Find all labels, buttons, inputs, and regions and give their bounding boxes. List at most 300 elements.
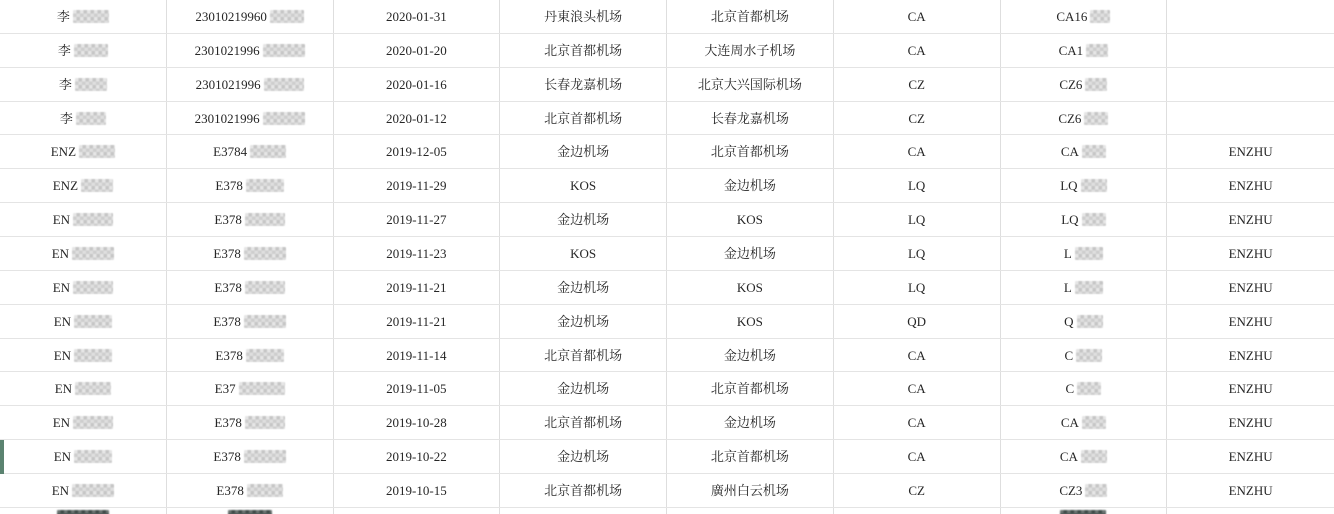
airline-code: CA	[907, 449, 926, 465]
passenger-name-prefix: EN	[53, 347, 72, 363]
holder-name: ENZHU	[1228, 245, 1273, 261]
departure-airport: 北京首都机场	[544, 482, 623, 498]
cell-flight-number[interactable]	[1001, 440, 1168, 473]
holder-name: ENZHU	[1228, 212, 1273, 228]
cell-airline-code[interactable]	[834, 203, 1001, 236]
passenger-name-prefix: EN	[52, 415, 71, 431]
cell-departure-airport[interactable]	[500, 440, 667, 473]
cell-airline-code[interactable]	[834, 406, 1001, 439]
passenger-name-prefix: 李	[59, 110, 73, 126]
departure-airport: 北京首都机场	[544, 42, 623, 58]
flight-number-prefix: L	[1063, 279, 1072, 295]
flight-date: 2020-01-31	[386, 8, 447, 24]
cell-flight-date[interactable]	[334, 440, 501, 473]
cell-departure-airport[interactable]	[500, 203, 667, 236]
document-id-prefix: E378	[214, 415, 242, 431]
flight-date: 2019-11-29	[386, 178, 447, 194]
airline-code: LQ	[907, 245, 926, 261]
cell-holder-name[interactable]	[1167, 474, 1334, 507]
cell-departure-airport[interactable]	[500, 372, 667, 405]
cell-airline-code[interactable]	[834, 237, 1001, 270]
passenger-name-prefix: EN	[53, 313, 72, 329]
redacted-block	[74, 44, 108, 57]
cell-flight-number[interactable]	[1001, 339, 1168, 372]
holder-name: ENZHU	[1228, 415, 1273, 431]
cell-passenger-name[interactable]	[0, 440, 167, 473]
airline-code: LQ	[907, 178, 926, 194]
cell-flight-date[interactable]	[334, 34, 501, 67]
cell-arrival-airport[interactable]	[667, 406, 834, 439]
redacted-block	[1086, 44, 1108, 57]
redacted-block	[244, 315, 286, 328]
cell-flight-number[interactable]	[1001, 169, 1168, 202]
cell-document-id[interactable]	[167, 203, 334, 236]
cell-holder-name[interactable]	[1167, 440, 1334, 473]
table-row[interactable]	[0, 339, 1334, 373]
table-row[interactable]	[0, 68, 1334, 102]
table-row[interactable]	[0, 237, 1334, 271]
flight-number-prefix: LQ	[1060, 178, 1078, 194]
cell-document-id[interactable]	[167, 372, 334, 405]
redacted-block	[1076, 349, 1102, 362]
cell-flight-date[interactable]	[334, 237, 501, 270]
cell-flight-number[interactable]	[1001, 237, 1168, 270]
partial-cell[interactable]	[0, 508, 167, 514]
redacted-block	[1082, 416, 1106, 429]
cell-flight-date[interactable]	[334, 135, 501, 168]
cell-departure-airport[interactable]	[500, 406, 667, 439]
cell-flight-number[interactable]	[1001, 135, 1168, 168]
cell-holder-name[interactable]	[1167, 372, 1334, 405]
cell-arrival-airport[interactable]	[667, 203, 834, 236]
passenger-name-prefix: EN	[51, 482, 70, 498]
holder-name: ENZHU	[1228, 381, 1273, 397]
selected-row-indicator	[0, 440, 4, 474]
holder-name: ENZHU	[1228, 144, 1273, 160]
cell-arrival-airport[interactable]	[667, 68, 834, 101]
holder-name: ENZHU	[1228, 482, 1273, 498]
cell-arrival-airport[interactable]	[667, 169, 834, 202]
cell-passenger-name[interactable]	[0, 0, 167, 33]
document-id-prefix: 2301021996	[194, 42, 260, 58]
passenger-name-prefix: ENZ	[50, 144, 77, 160]
airline-code: CA	[907, 415, 926, 431]
table-row[interactable]	[0, 34, 1334, 68]
cell-arrival-airport[interactable]	[667, 34, 834, 67]
redacted-block	[1075, 247, 1103, 260]
cell-passenger-name[interactable]	[0, 406, 167, 439]
cell-departure-airport[interactable]	[500, 135, 667, 168]
holder-name: ENZHU	[1228, 178, 1273, 194]
departure-airport: KOS	[570, 178, 597, 194]
cell-arrival-airport[interactable]	[667, 339, 834, 372]
flight-date: 2020-01-16	[386, 76, 447, 92]
flight-date: 2019-11-27	[386, 212, 447, 228]
partial-cell[interactable]	[667, 508, 834, 514]
redacted-block-dark	[228, 510, 272, 514]
redacted-block	[245, 416, 285, 429]
arrival-airport: 北京首都机场	[710, 144, 789, 160]
cell-holder-name[interactable]	[1167, 237, 1334, 270]
departure-airport: 北京首都机场	[544, 110, 623, 126]
redacted-block	[263, 112, 305, 125]
cell-airline-code[interactable]	[834, 339, 1001, 372]
cell-document-id[interactable]	[167, 68, 334, 101]
cell-airline-code[interactable]	[834, 102, 1001, 135]
cell-passenger-name[interactable]	[0, 372, 167, 405]
flight-date: 2020-01-12	[386, 110, 447, 126]
flight-date: 2019-11-14	[386, 347, 447, 363]
departure-airport: 北京首都机场	[544, 347, 623, 363]
document-id-prefix: E3784	[213, 144, 248, 160]
cell-passenger-name[interactable]	[0, 339, 167, 372]
cell-holder-name[interactable]	[1167, 339, 1334, 372]
passenger-name-prefix: EN	[51, 245, 70, 261]
flight-number-prefix: CA	[1060, 144, 1079, 160]
cell-airline-code[interactable]	[834, 305, 1001, 338]
redacted-block	[1085, 78, 1107, 91]
airline-code: CZ	[908, 482, 925, 498]
redacted-block-dark	[1060, 510, 1106, 514]
document-id-prefix: E378	[215, 178, 243, 194]
document-id-prefix: E378	[216, 482, 244, 498]
cell-document-id[interactable]	[167, 406, 334, 439]
cell-holder-name[interactable]	[1167, 406, 1334, 439]
document-id-prefix: E37	[214, 381, 236, 397]
cell-airline-code[interactable]	[834, 0, 1001, 33]
airline-code: CA	[907, 144, 926, 160]
document-id-prefix: E378	[213, 245, 241, 261]
table-row[interactable]	[0, 203, 1334, 237]
cell-airline-code[interactable]	[834, 135, 1001, 168]
flight-number-prefix: CA	[1059, 449, 1078, 465]
departure-airport: 金边机场	[557, 212, 610, 228]
cell-flight-number[interactable]	[1001, 203, 1168, 236]
flight-number-prefix: C	[1065, 381, 1075, 397]
flight-number-prefix: LQ	[1061, 212, 1079, 228]
table-row[interactable]	[0, 0, 1334, 34]
cell-flight-date[interactable]	[334, 271, 501, 304]
redacted-block	[250, 145, 286, 158]
arrival-airport: KOS	[736, 313, 763, 329]
cell-document-id[interactable]	[167, 339, 334, 372]
table-row[interactable]	[0, 169, 1334, 203]
flight-date: 2019-10-28	[386, 415, 447, 431]
holder-name: ENZHU	[1228, 449, 1273, 465]
cell-departure-airport[interactable]	[500, 237, 667, 270]
redacted-block	[245, 281, 285, 294]
redacted-block	[263, 44, 305, 57]
flight-number-prefix: CZ6	[1059, 76, 1083, 92]
arrival-airport: 金边机场	[723, 347, 776, 363]
passenger-name-prefix: ENZ	[52, 178, 79, 194]
table-row[interactable]	[0, 406, 1334, 440]
cell-document-id[interactable]	[167, 474, 334, 507]
arrival-airport: 大连周水子机场	[704, 42, 796, 58]
table-row[interactable]	[0, 135, 1334, 169]
flight-date: 2019-11-05	[386, 381, 447, 397]
cell-flight-date[interactable]	[334, 305, 501, 338]
flight-date: 2019-12-05	[386, 144, 447, 160]
airline-code: CZ	[908, 76, 925, 92]
flight-date: 2019-10-15	[386, 482, 447, 498]
cell-holder-name[interactable]	[1167, 305, 1334, 338]
arrival-airport: 金边机场	[723, 415, 776, 431]
partial-cell[interactable]	[167, 508, 334, 514]
document-id-prefix: E378	[214, 279, 242, 295]
cell-flight-number[interactable]	[1001, 0, 1168, 33]
airline-code: LQ	[907, 212, 926, 228]
document-id-prefix: E378	[215, 347, 243, 363]
partial-cell[interactable]	[334, 508, 501, 514]
cell-passenger-name[interactable]	[0, 34, 167, 67]
cell-holder-name[interactable]	[1167, 271, 1334, 304]
redacted-block	[1090, 10, 1110, 23]
cell-flight-number[interactable]	[1001, 102, 1168, 135]
flight-date: 2019-10-22	[386, 449, 447, 465]
table-row[interactable]	[0, 474, 1334, 508]
cell-passenger-name[interactable]	[0, 169, 167, 202]
cell-flight-number[interactable]	[1001, 372, 1168, 405]
cell-holder-name[interactable]	[1167, 169, 1334, 202]
table-row[interactable]	[0, 102, 1334, 136]
cell-holder-name[interactable]	[1167, 34, 1334, 67]
cell-departure-airport[interactable]	[500, 271, 667, 304]
table-row[interactable]	[0, 271, 1334, 305]
cell-arrival-airport[interactable]	[667, 305, 834, 338]
arrival-airport: KOS	[736, 212, 763, 228]
cell-arrival-airport[interactable]	[667, 271, 834, 304]
cell-flight-number[interactable]	[1001, 406, 1168, 439]
cell-passenger-name[interactable]	[0, 135, 167, 168]
holder-name: ENZHU	[1228, 279, 1273, 295]
flight-number-prefix: CA	[1060, 415, 1079, 431]
airline-code: CA	[907, 42, 926, 58]
cell-airline-code[interactable]	[834, 34, 1001, 67]
redacted-block	[72, 484, 114, 497]
partial-cell[interactable]	[1167, 508, 1334, 514]
redacted-block	[76, 112, 106, 125]
cell-arrival-airport[interactable]	[667, 135, 834, 168]
redacted-block	[74, 315, 112, 328]
cell-document-id[interactable]	[167, 440, 334, 473]
cell-flight-number[interactable]	[1001, 34, 1168, 67]
cell-document-id[interactable]	[167, 102, 334, 135]
document-id-prefix: E378	[214, 212, 242, 228]
redacted-block	[247, 484, 283, 497]
cell-arrival-airport[interactable]	[667, 102, 834, 135]
cell-arrival-airport[interactable]	[667, 474, 834, 507]
redacted-block	[1081, 450, 1107, 463]
departure-airport: 金边机场	[557, 313, 610, 329]
cell-flight-date[interactable]	[334, 169, 501, 202]
redacted-block	[72, 247, 114, 260]
flight-number-prefix: Q	[1064, 313, 1074, 329]
cell-flight-number[interactable]	[1001, 68, 1168, 101]
document-id-prefix: E378	[213, 313, 241, 329]
document-id-prefix: 23010219960	[195, 8, 267, 24]
cell-document-id[interactable]	[167, 237, 334, 270]
cell-holder-name[interactable]	[1167, 68, 1334, 101]
redacted-block	[75, 382, 111, 395]
cell-flight-number[interactable]	[1001, 305, 1168, 338]
partial-cell[interactable]	[834, 508, 1001, 514]
cell-passenger-name[interactable]	[0, 474, 167, 507]
cell-flight-date[interactable]	[334, 102, 501, 135]
passenger-name-prefix: 李	[57, 42, 71, 58]
redacted-block	[75, 78, 107, 91]
arrival-airport: 金边机场	[723, 178, 776, 194]
cell-departure-airport[interactable]	[500, 339, 667, 372]
flight-date: 2019-11-21	[386, 313, 447, 329]
table-row[interactable]	[0, 305, 1334, 339]
flight-number-prefix: CA16	[1056, 8, 1088, 24]
table-row[interactable]	[0, 372, 1334, 406]
redacted-block	[244, 450, 286, 463]
redacted-block	[1077, 315, 1103, 328]
cell-departure-airport[interactable]	[500, 305, 667, 338]
flight-number-prefix: C	[1064, 347, 1074, 363]
departure-airport: 北京首都机场	[544, 415, 623, 431]
passenger-name-prefix: EN	[52, 212, 71, 228]
cell-arrival-airport[interactable]	[667, 0, 834, 33]
airline-code: CA	[907, 347, 926, 363]
cell-departure-airport[interactable]	[500, 68, 667, 101]
cell-flight-date[interactable]	[334, 68, 501, 101]
redacted-block-dark	[57, 510, 109, 514]
cell-passenger-name[interactable]	[0, 305, 167, 338]
cell-departure-airport[interactable]	[500, 102, 667, 135]
redacted-block	[270, 10, 304, 23]
cell-flight-number[interactable]	[1001, 474, 1168, 507]
cell-document-id[interactable]	[167, 135, 334, 168]
airline-code: CA	[907, 8, 926, 24]
cell-flight-number[interactable]	[1001, 271, 1168, 304]
cell-flight-date[interactable]	[334, 339, 501, 372]
holder-name: ENZHU	[1228, 347, 1273, 363]
cell-holder-name[interactable]	[1167, 203, 1334, 236]
arrival-airport: 廣州白云机场	[710, 482, 789, 498]
cell-airline-code[interactable]	[834, 440, 1001, 473]
airline-code: QD	[907, 313, 927, 329]
redacted-block	[245, 213, 285, 226]
departure-airport: 金边机场	[557, 449, 610, 465]
redacted-block	[81, 179, 113, 192]
departure-airport: 长春龙嘉机场	[544, 76, 623, 92]
redacted-block	[73, 213, 113, 226]
redacted-block	[1085, 484, 1107, 497]
document-id-prefix: 2301021996	[195, 76, 261, 92]
cell-document-id[interactable]	[167, 271, 334, 304]
cell-arrival-airport[interactable]	[667, 372, 834, 405]
cell-arrival-airport[interactable]	[667, 237, 834, 270]
arrival-airport: KOS	[736, 279, 763, 295]
cell-departure-airport[interactable]	[500, 169, 667, 202]
cell-departure-airport[interactable]	[500, 0, 667, 33]
flight-number-prefix: CZ6	[1058, 110, 1082, 126]
cell-flight-date[interactable]	[334, 0, 501, 33]
cell-departure-airport[interactable]	[500, 34, 667, 67]
flight-date: 2019-11-23	[386, 245, 447, 261]
cell-passenger-name[interactable]	[0, 237, 167, 270]
holder-name: ENZHU	[1228, 313, 1273, 329]
cell-document-id[interactable]	[167, 169, 334, 202]
flight-date: 2020-01-20	[386, 42, 447, 58]
flight-date: 2019-11-21	[386, 279, 447, 295]
cell-passenger-name[interactable]	[0, 68, 167, 101]
document-id-prefix: E378	[213, 449, 241, 465]
passenger-name-prefix: 李	[58, 76, 72, 92]
cell-passenger-name[interactable]	[0, 203, 167, 236]
departure-airport: 金边机场	[557, 144, 610, 160]
cell-flight-date[interactable]	[334, 203, 501, 236]
redacted-block	[239, 382, 285, 395]
redacted-block	[79, 145, 115, 158]
arrival-airport: 长春龙嘉机场	[710, 110, 789, 126]
redacted-block	[246, 179, 284, 192]
redacted-block	[264, 78, 304, 91]
cell-holder-name[interactable]	[1167, 135, 1334, 168]
partial-cell[interactable]	[500, 508, 667, 514]
redacted-block	[244, 247, 286, 260]
redacted-block	[1084, 112, 1108, 125]
departure-airport: 金边机场	[557, 381, 610, 397]
departure-airport: KOS	[570, 245, 597, 261]
passenger-name-prefix: 李	[56, 8, 70, 24]
cell-passenger-name[interactable]	[0, 271, 167, 304]
passenger-name-prefix: EN	[54, 381, 73, 397]
cell-departure-airport[interactable]	[500, 474, 667, 507]
redacted-block	[74, 450, 112, 463]
cell-document-id[interactable]	[167, 34, 334, 67]
cell-flight-date[interactable]	[334, 474, 501, 507]
cell-airline-code[interactable]	[834, 169, 1001, 202]
cell-airline-code[interactable]	[834, 68, 1001, 101]
cell-flight-date[interactable]	[334, 406, 501, 439]
cell-passenger-name[interactable]	[0, 102, 167, 135]
redacted-block	[74, 349, 112, 362]
airline-code: CA	[907, 381, 926, 397]
cell-airline-code[interactable]	[834, 271, 1001, 304]
cell-flight-date[interactable]	[334, 372, 501, 405]
passenger-name-prefix: EN	[52, 279, 71, 295]
passenger-name-prefix: EN	[53, 449, 72, 465]
cell-airline-code[interactable]	[834, 372, 1001, 405]
arrival-airport: 北京首都机场	[710, 381, 789, 397]
arrival-airport: 北京大兴国际机场	[697, 76, 802, 92]
table-row[interactable]	[0, 440, 1334, 474]
cell-arrival-airport[interactable]	[667, 440, 834, 473]
document-id-prefix: 2301021996	[194, 110, 260, 126]
cell-document-id[interactable]	[167, 305, 334, 338]
cell-airline-code[interactable]	[834, 474, 1001, 507]
redacted-block	[1082, 213, 1106, 226]
redacted-block	[1075, 281, 1103, 294]
airline-code: CZ	[908, 110, 925, 126]
departure-airport: 金边机场	[557, 279, 610, 295]
cell-holder-name[interactable]	[1167, 0, 1334, 33]
departure-airport: 丹東浪头机场	[544, 8, 623, 24]
flight-number-prefix: CA1	[1058, 42, 1084, 58]
partial-cell[interactable]	[1001, 508, 1168, 514]
redacted-block	[1077, 382, 1101, 395]
airline-code: LQ	[907, 279, 926, 295]
redacted-block	[73, 416, 113, 429]
cell-document-id[interactable]	[167, 0, 334, 33]
redacted-block	[246, 349, 284, 362]
partial-row[interactable]	[0, 508, 1334, 514]
cell-holder-name[interactable]	[1167, 102, 1334, 135]
